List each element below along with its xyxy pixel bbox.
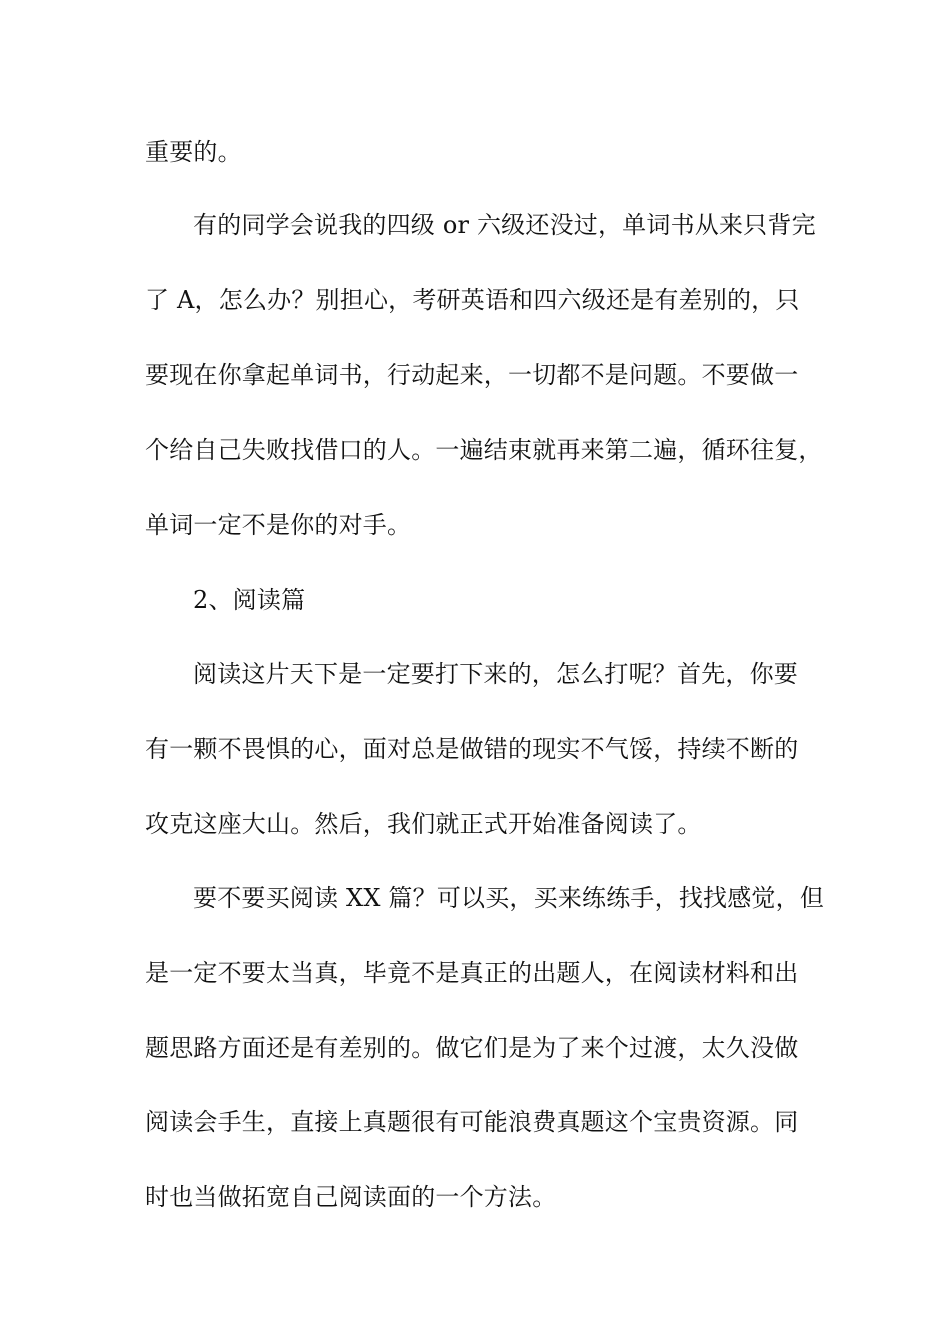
paragraph-start-line: 有的同学会说我的四级 or 六级还没过，单词书从来只背完 [193, 211, 816, 239]
text-line: 有一颗不畏惧的心，面对总是做错的现实不气馁，持续不断的 [145, 735, 799, 763]
text-line: 个给自己失败找借口的人。一遍结束就再来第二遍，循环往复， [145, 436, 823, 464]
text-line: 要现在你拿起单词书，行动起来，一切都不是问题。不要做一 [145, 361, 799, 389]
text-line: 了 A，怎么办？别担心，考研英语和四六级还是有差别的，只 [145, 286, 800, 314]
section-heading: 2、阅读篇 [193, 586, 306, 614]
text-line: 是一定不要太当真，毕竟不是真正的出题人，在阅读材料和出 [145, 959, 799, 987]
text-line: 时也当做拓宽自己阅读面的一个方法。 [145, 1183, 557, 1211]
text-line: 阅读会手生，直接上真题很有可能浪费真题这个宝贵资源。同 [145, 1108, 799, 1136]
text-line: 攻克这座大山。然后，我们就正式开始准备阅读了。 [145, 810, 702, 838]
text-line: 单词一定不是你的对手。 [145, 511, 412, 539]
text-line: 题思路方面还是有差别的。做它们是为了来个过渡，太久没做 [145, 1034, 799, 1062]
text-line: 重要的。 [145, 138, 242, 166]
paragraph-start-line: 阅读这片天下是一定要打下来的，怎么打呢？首先，你要 [193, 660, 798, 688]
paragraph-start-line: 要不要买阅读 XX 篇？可以买，买来练练手，找找感觉，但 [193, 884, 825, 912]
